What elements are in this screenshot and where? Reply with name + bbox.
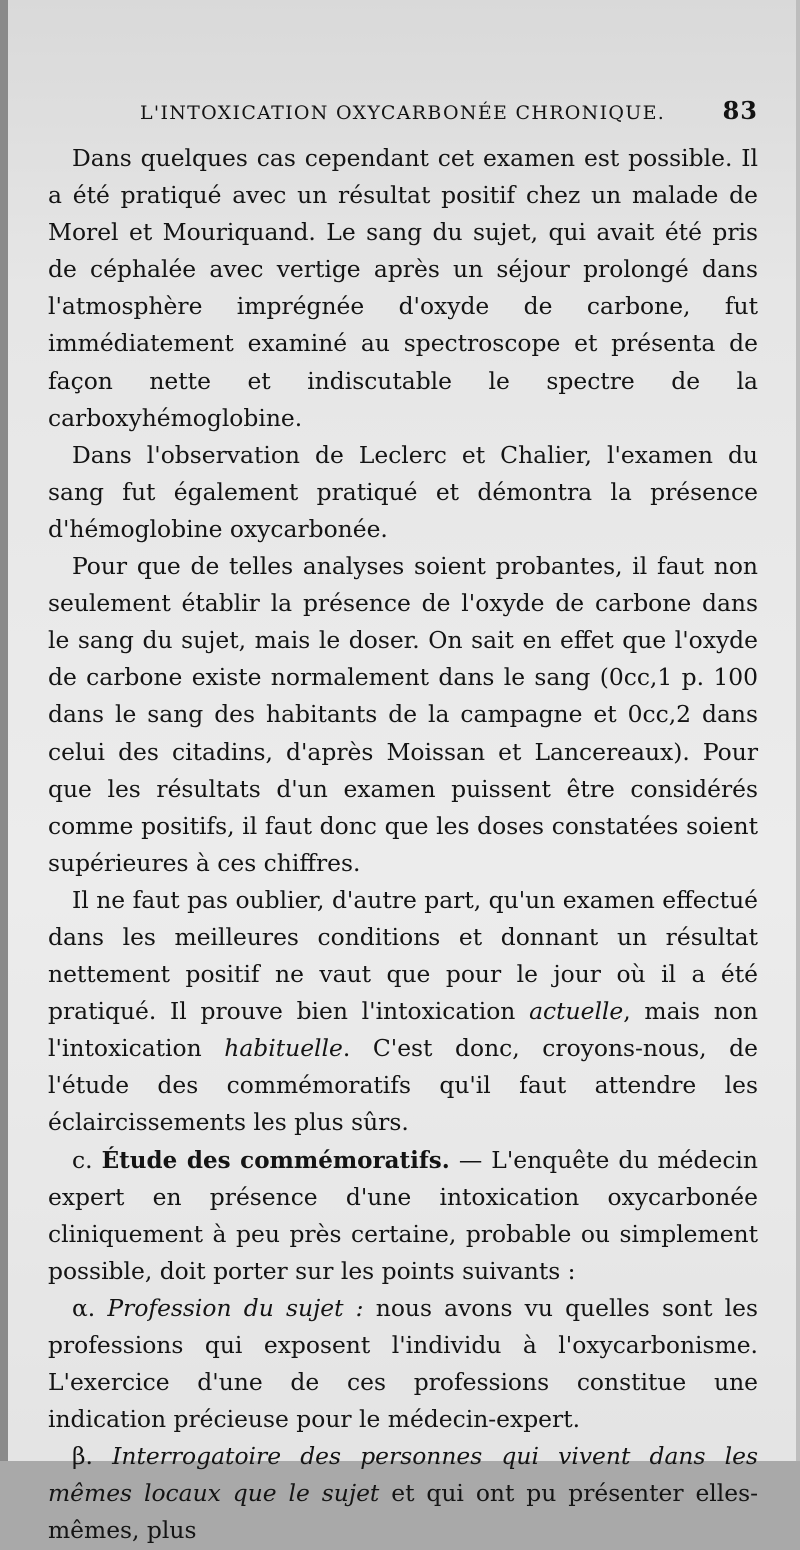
item-alpha-label: α. [72,1293,108,1322]
page-edge [796,0,800,1461]
paragraph-3: Pour que de telles analyses soient probantes, il faut non seulement établir la présence de l'oxyde de carbone dans le sang du sujet, mais le doser. On sait en effet que l'oxyde de carbone existe normalement dans le sang (0cc,1 p. 100 dans le sang des habitants de la campagne et 0cc,2 dans celui des citadins, d'après Moissan et Lancereaux). Pour que les résultats d'un examen puissent être considérés comme positifs, il faut donc que les doses constatées soient supérieures à ces chiffres. [48,552,758,877]
item-beta-title: Interrogatoire des personnes qui vivent dans les mêmes locaux que le sujet [48,1442,758,1508]
section-c-paragraph [48,1142,758,1290]
section-c-text: — L'enquête du médecin expert en présence d'une intoxication oxycarbonée cliniquement à peu près certaine, probable ou simplement possible, doit porter sur les points suivants : [48,1145,758,1285]
item-alpha-paragraph [48,1290,758,1438]
paragraph-4-text-c: , mais non l'intoxication [48,997,758,1063]
running-title: L'INTOXICATION OXYCARBONÉE CHRONIQUE. [140,102,666,124]
paragraph-4-text-e: . C'est donc, croyons-nous, de l'étude des commémoratifs qu'il faut attendre les éclaircissements les plus sûrs. [48,1034,758,1137]
paragraph-2: Dans l'observation de Leclerc et Chalier, l'examen du sang fut également pratiqué et démontra la présence d'hémoglobine oxycarbonée. [48,440,758,543]
paragraph-1: Dans quelques cas cependant cet examen est possible. Il a été pratiqué avec un résultat positif chez un malade de Morel et Mouriquand. Le sang du sujet, qui avait été pris de céphalée avec vertige après un séjour prolongé dans l'atmosphère imprégnée d'oxyde de carbone, fut immédiatement examiné au spectroscope et présenta de façon nette et indiscutable le spectre de la carboxyhémoglobine. [48,144,758,432]
page-body [48,140,758,1550]
item-beta-paragraph [48,1438,758,1549]
paragraph-4 [48,882,758,1142]
item-beta-text: et qui ont pu présenter elles-mêmes, plus [48,1479,759,1545]
page-header [140,96,758,125]
emphasis-actuelle: actuelle [529,997,624,1026]
page-number: 83 [722,96,758,125]
section-c-title: Étude des commémoratifs. [101,1146,450,1174]
emphasis-habituelle: habituelle [224,1034,343,1063]
item-beta-label: β. [72,1442,113,1471]
paragraph-4-text-a: Il ne faut pas oublier, d'autre part, qu'un examen effectué dans les meilleures conditions et donnant un résultat nettement positif ne vaut que pour le jour où il a été pratiqué. Il prouve bien l'intoxication [48,885,758,1026]
section-c-label: c. [72,1145,102,1174]
page-binding-shadow [0,0,8,1461]
item-alpha-text: nous avons vu quelles sont les professions qui exposent l'individu à l'oxycarbonisme. L'exercice d'une de ces professions constitue une indication précieuse pour le médecin-expert. [48,1293,759,1434]
item-alpha-title: Profession du sujet : [107,1293,364,1322]
